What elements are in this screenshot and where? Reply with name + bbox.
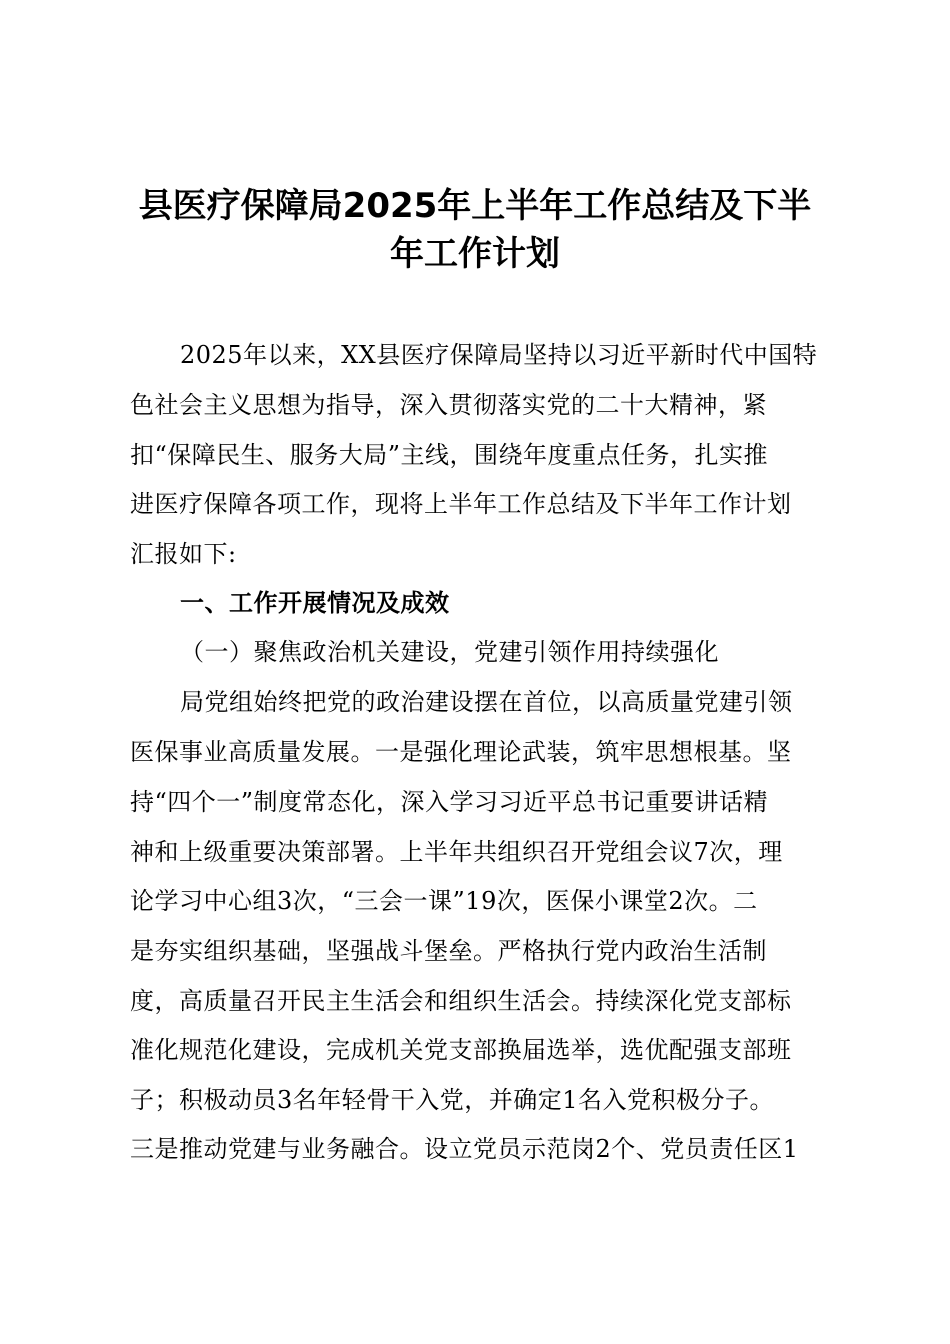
title-line-1: 县医疗保障局2025年上半年工作总结及下半 <box>138 186 812 226</box>
paragraph-line: 色社会主义思想为指导，深入贯彻落实党的二十大精神，紧 <box>130 391 767 419</box>
paragraph-line: 医保事业高质量发展。一是强化理论武装，筑牢思想根基。坚 <box>130 738 792 766</box>
paragraph-line: 神和上级重要决策部署。上半年共组织召开党组会议7次，理 <box>130 838 783 866</box>
paragraph-line: 持“四个一”制度常态化，深入学习习近平总书记重要讲话精 <box>130 788 769 816</box>
paragraph-line: 三是推动党建与业务融合。设立党员示范岗2个、党员责任区1 <box>130 1135 799 1163</box>
paragraph-line: 准化规范化建设，完成机关党支部换届选举，选优配强支部班 <box>130 1036 792 1064</box>
paragraph-line: 论学习中心组3次，“三会一课”19次，医保小课堂2次。二 <box>130 887 758 915</box>
paragraph-line: 是夯实组织基础，坚强战斗堡垒。严格执行党内政治生活制 <box>130 937 767 965</box>
section-heading: 一、工作开展情况及成效 <box>180 589 450 617</box>
paragraph-line: 局党组始终把党的政治建设摆在首位，以高质量党建引领 <box>180 688 793 716</box>
paragraph-line: 进医疗保障各项工作，现将上半年工作总结及下半年工作计划 <box>130 490 792 518</box>
paragraph-line: 2025年以来，XX县医疗保障局坚持以习近平新时代中国特 <box>180 341 818 369</box>
subsection-heading: （一）聚焦政治机关建设，党建引领作用持续强化 <box>180 638 719 666</box>
paragraph-line: 扣“保障民生、服务大局”主线，围绕年度重点任务，扎实推 <box>130 441 769 469</box>
title-line-2: 年工作计划 <box>390 234 560 274</box>
paragraph-line: 汇报如下: <box>130 540 237 568</box>
document-title <box>120 182 830 278</box>
paragraph-line: 度，高质量召开民主生活会和组织生活会。持续深化党支部标 <box>130 987 792 1015</box>
paragraph-line: 子；积极动员3名年轻骨干入党，并确定1名入党积极分子。 <box>130 1086 775 1114</box>
